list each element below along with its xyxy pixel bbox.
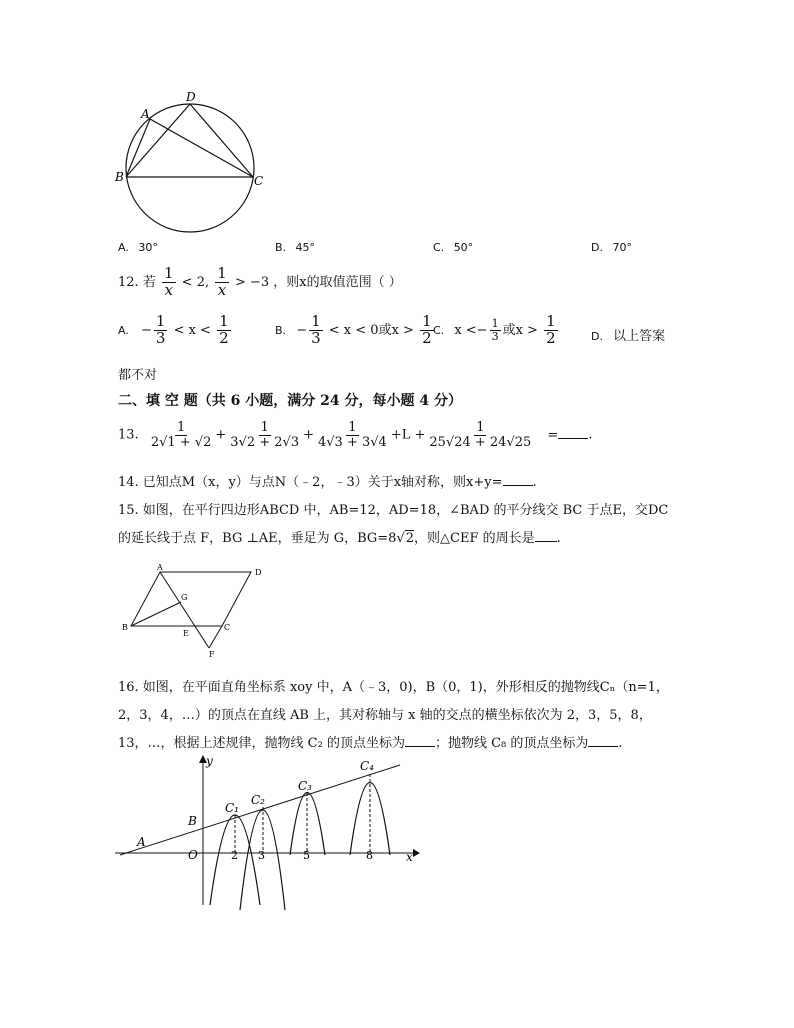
point-label-a: A [157, 563, 163, 572]
q12-stem [118, 266, 402, 299]
answer-blank[interactable] [558, 426, 588, 439]
point-label-c: C [224, 623, 231, 632]
point-label-d: D [255, 568, 262, 577]
option-label: D. [591, 241, 603, 254]
q12-option-b[interactable]: B. − $\frac{1}{3}$ < x < 0或x > $\frac{1}{2}$ [275, 312, 432, 347]
option-text: 45° [295, 241, 316, 254]
q13-term-3: $\frac{1}{4√3 + 3√4}$ [318, 420, 387, 450]
label-a: A [137, 835, 146, 849]
segment-cf [209, 626, 222, 648]
q16-line-2: 2，3，4，…）的顶点在直线 AB 上，其对称轴与 x 轴的交点的横坐标依次为 2，3，5，8， [118, 708, 652, 723]
q13-term-1: $\frac{1}{2√1 + √2}$ [150, 420, 212, 450]
label-o: O [188, 848, 198, 862]
tick-label-5: 5 [303, 849, 310, 862]
q11-option-c[interactable] [433, 241, 473, 254]
fraction-1-over-x-2: $\frac{1}{x}$ [217, 264, 227, 299]
q11-option-a[interactable] [118, 241, 158, 254]
q12-option-c[interactable]: C. x <− $\frac{1}{3}$ 或x > $\frac{1}{2}$ [433, 312, 556, 347]
segment-bd [126, 104, 190, 177]
option-text: 30° [138, 241, 158, 254]
label-c1: C₁ [225, 801, 239, 815]
segment-bg [131, 602, 181, 626]
circle-figure [110, 88, 270, 233]
answer-blank-c8[interactable] [588, 734, 618, 747]
parabola-figure [115, 755, 420, 915]
q13-stem: 13. $\frac{1}{2√1 + √2}$ + $\frac{1}{3√2 + 2√3}$ + $\frac{1}{4√3 + 3√4}$ +L + $\frac{1}{25√24 + 24√25}$ = . [118, 420, 593, 450]
inequality-1: < 2, [181, 274, 210, 290]
circle [126, 104, 254, 232]
label-c4: C₄ [360, 759, 374, 773]
question-number: 12. [118, 274, 139, 290]
q16-line-1: 16. 如图，在平面直角坐标系 xoy 中，A（﹣3，0)，B（0，1)，外形相反的抛物线Cₙ（n=1， [118, 680, 669, 695]
point-label-d: D [186, 90, 196, 104]
option-text: 70° [612, 241, 632, 254]
answer-blank[interactable] [535, 529, 557, 542]
point-label-c: C [254, 174, 264, 188]
point-label-g: G [181, 593, 188, 602]
option-label: C. [433, 241, 445, 254]
option-text: 50° [453, 241, 474, 254]
q14-stem: 14. 已知点M（x，y）与点N（﹣2，﹣3）关于x轴对称，则x+y= . [118, 475, 537, 490]
point-label-b: B [115, 170, 124, 184]
tick-label-8: 8 [366, 849, 373, 862]
section-heading: 二、填 空 题（共 6 小题，满分 24 分，每小题 4 分） [118, 393, 462, 409]
option-label: A. [118, 241, 129, 254]
option-label: B. [275, 241, 287, 254]
segment-dc [190, 104, 253, 177]
q16-line-3: 13，…，根据上述规律，抛物线 C₂ 的顶点坐标为 ；抛物线 C₈ 的顶点坐标为 . [118, 736, 623, 751]
q13-term-2: $\frac{1}{3√2 + 2√3}$ [230, 420, 300, 450]
label-c3: C₃ [298, 779, 312, 793]
parallelogram-figure [115, 560, 275, 660]
label-y: y [206, 755, 213, 768]
q12-suffix: ，则x的取值范围（ ） [273, 274, 402, 290]
point-label-e: E [183, 629, 189, 638]
inequality-2: > −3 [234, 274, 270, 290]
q12-prefix: 若 [142, 274, 156, 290]
point-label-b: B [122, 623, 128, 632]
q12-option-d[interactable]: D. 以上答案 [591, 329, 666, 344]
q11-option-b[interactable] [275, 241, 315, 254]
q11-option-d[interactable] [591, 241, 632, 254]
q15-line-2: 的延长线于点 F，BG ⊥AE，垂足为 G，BG=8√2，则△CEF 的周长是 . [118, 531, 561, 546]
question-number: 13. [118, 427, 139, 443]
segment-ac [150, 119, 253, 177]
fraction-1-over-x: $\frac{1}{x}$ [163, 264, 174, 299]
point-label-a: A [141, 107, 150, 121]
x-axis-arrow [413, 849, 420, 857]
q12-option-a[interactable]: A. − $\frac{1}{3}$ < x < $\frac{1}{2}$ [118, 312, 229, 347]
tick-label-2: 2 [231, 849, 238, 862]
label-x: x [406, 850, 413, 864]
label-c2: C₂ [251, 793, 265, 807]
q13-ellipsis: +L + [390, 427, 426, 443]
answer-blank-c2[interactable] [405, 734, 435, 747]
q13-term-4: $\frac{1}{25√24 + 24√25}$ [429, 420, 532, 450]
point-label-f: F [209, 650, 215, 659]
q15-line-1: 15. 如图，在平行四边形ABCD 中，AB=12，AD=18，∠BAD 的平分线交 BC 于点E，交DC [118, 503, 669, 518]
label-b: B [188, 814, 197, 828]
answer-blank[interactable] [503, 473, 533, 486]
tick-label-3: 3 [258, 849, 265, 862]
q12-option-d-continued: 都不对 [118, 368, 158, 383]
